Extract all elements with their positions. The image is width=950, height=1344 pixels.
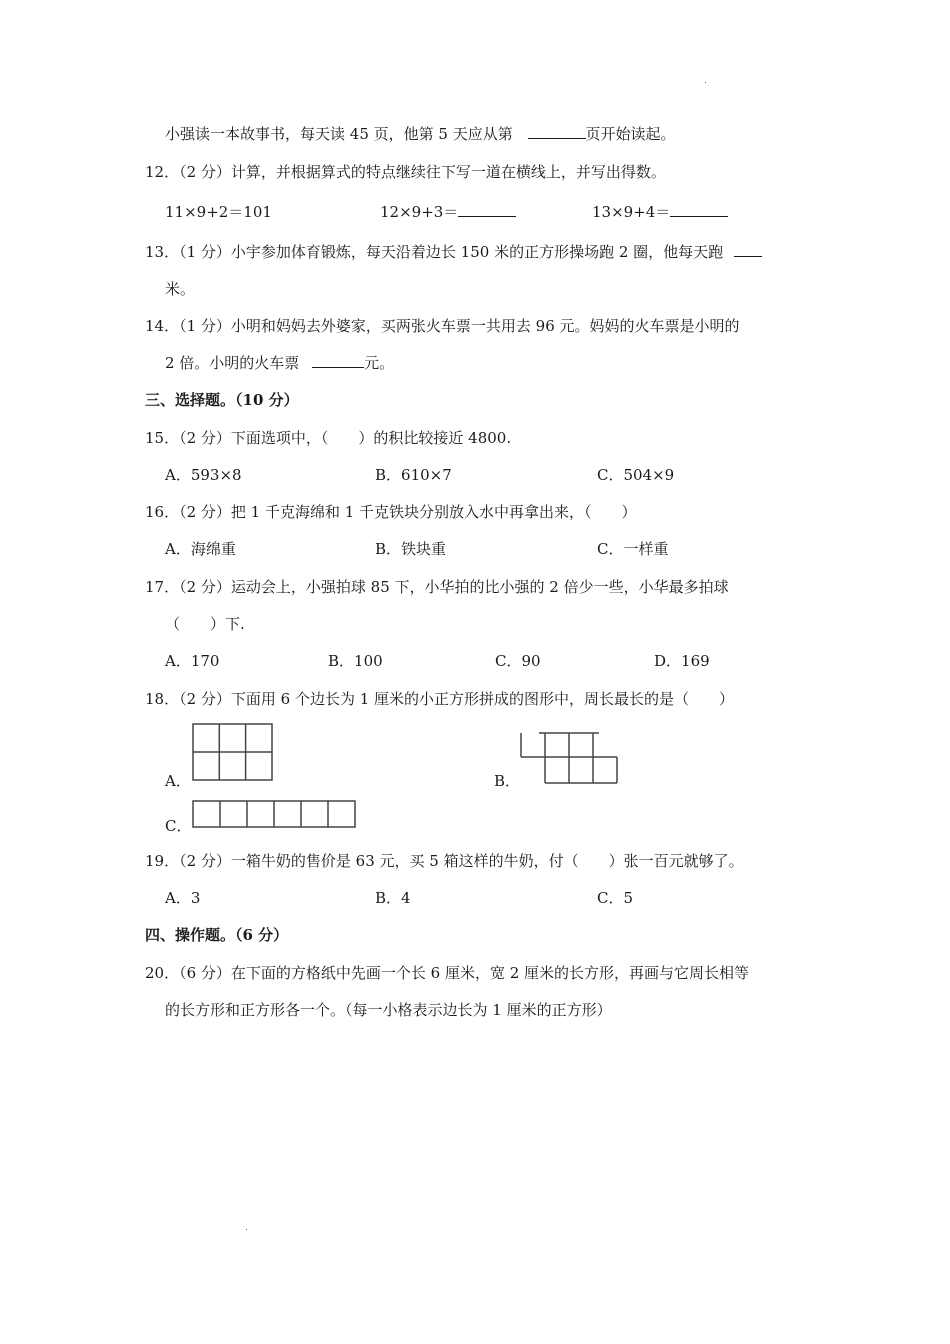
q18-stem: 18．（2 分）下面用 6 个边长为 1 厘米的小正方形拼成的图形中，周长最长的是（ ） [145,690,735,708]
q15-option-c[interactable]: C．504×9 [597,466,675,484]
q17-option-c[interactable]: C．90 [495,652,541,670]
q12-eq2-blank[interactable] [458,202,516,217]
q18-figure-c[interactable] [192,800,358,830]
q16-option-b[interactable]: B．铁块重 [375,540,447,558]
q11-answer-blank[interactable] [528,124,586,139]
q12-eq3-blank[interactable] [670,202,728,217]
q17-option-b[interactable]: B．100 [328,652,383,670]
q17-option-d[interactable]: D．169 [654,652,710,670]
q18-option-c-label[interactable]: C． [165,817,192,835]
q17-line1: 17．（2 分）运动会上，小强拍球 85 下，小华拍的比小强的 2 倍少一些，小华最多拍球 [145,578,729,596]
scan-dot-bottom [246,1229,247,1230]
q18-option-b-label[interactable]: B． [494,772,521,790]
q12-stem: 12．（2 分）计算，并根据算式的特点继续往下写一道在横线上，并写出得数。 [145,163,666,181]
q15-stem: 15．（2 分）下面选项中，（ ）的积比较接近 4800. [145,429,512,447]
q13-answer-blank[interactable] [734,242,762,257]
q16-option-c[interactable]: C．一样重 [597,540,669,558]
q14-answer-blank[interactable] [312,353,364,368]
q16-stem: 16．（2 分）把 1 千克海绵和 1 千克铁块分别放入水中再拿出来，（ ） [145,503,637,521]
q19-option-a[interactable]: A．3 [165,889,201,907]
q20-line1: 20．（6 分）在下面的方格纸中先画一个长 6 厘米，宽 2 厘米的长方形，再画与它周长相等 [145,964,750,982]
scan-dot-top [705,82,706,83]
q17-line2: （ ）下. [165,615,245,633]
q19-option-c[interactable]: C．5 [597,889,634,907]
q18-option-a-label[interactable]: A． [165,772,191,790]
q12-eq2: 12×9+3＝ [380,202,516,222]
q13-line1: 13．（1 分）小宇参加体育锻炼，每天沿着边长 150 米的正方形操场跑 2 圈，他每天跑 [145,242,762,262]
q14-line1: 14．（1 分）小明和妈妈去外婆家，买两张火车票一共用去 96 元。妈妈的火车票是小明的 [145,317,740,335]
q15-option-a[interactable]: A．593×8 [165,466,242,484]
q12-eq3: 13×9+4＝ [592,202,728,222]
q12-eq1: 11×9+2＝101 [165,203,272,221]
q11-continuation: 小强读一本故事书，每天读 45 页，他第 5 天应从第 页开始读起。 [165,125,676,143]
q18-figure-b[interactable] [519,731,621,785]
q19-option-b[interactable]: B．4 [375,889,411,907]
q17-option-a[interactable]: A．170 [165,652,220,670]
q13-line2: 米。 [165,280,196,298]
section3-title: 三、选择题。（10 分） [145,391,299,409]
q20-line2: 的长方形和正方形各一个。（每一小格表示边长为 1 厘米的正方形） [165,1001,612,1019]
q14-line2: 2 倍。小明的火车票 元。 [165,354,395,372]
section4-title: 四、操作题。（6 分） [145,926,289,944]
q16-option-a[interactable]: A．海绵重 [165,540,236,558]
q18-figure-a[interactable] [192,723,274,781]
q19-stem: 19．（2 分）一箱牛奶的售价是 63 元，买 5 箱这样的牛奶，付（ ）张一百元就够了。 [145,852,744,870]
q15-option-b[interactable]: B．610×7 [375,466,452,484]
